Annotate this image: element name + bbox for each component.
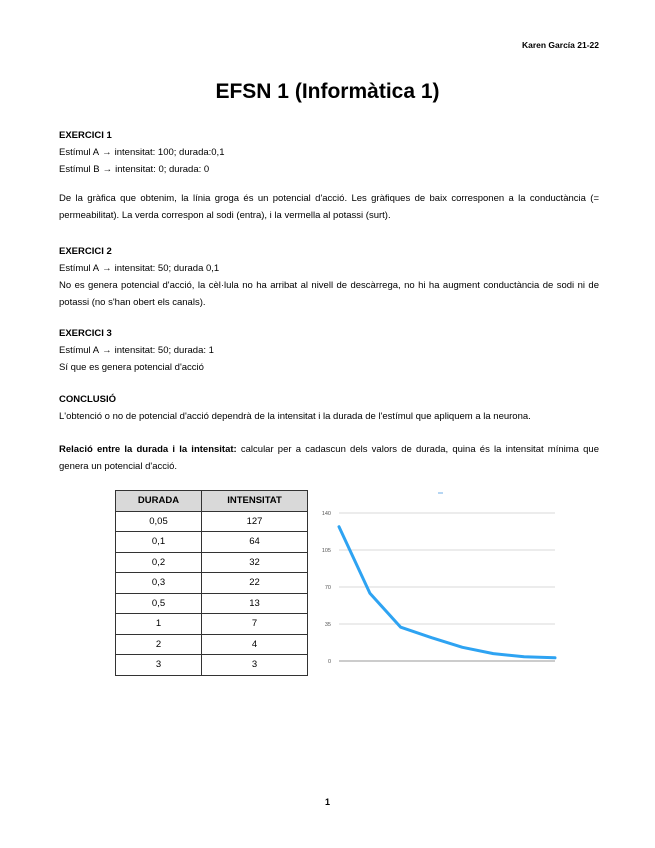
conclusion-heading: CONCLUSIÓ xyxy=(59,394,116,405)
table-cell: 2 xyxy=(116,634,202,655)
table-cell: 0,2 xyxy=(116,552,202,573)
relation-rest: calcular per a cadascun dels valors de durada, quina és la intensitat mínima que genera un potencial d'acció. xyxy=(59,444,599,472)
arrow-icon: → xyxy=(102,263,112,274)
exercise-2-paragraph: No es genera potencial d'acció, la cèl·lula no ha arribat al nivell de descàrrega, no hi ha augment conductància de sodi ni de potassi (no s'han obert els canals). xyxy=(59,280,599,308)
stimulus-values: intensitat: 50; durada 0,1 xyxy=(114,263,220,274)
table-cell: 0,1 xyxy=(116,532,202,553)
header-author: Karen García 21-22 xyxy=(521,40,599,50)
y-tick-label: 70 xyxy=(324,585,331,591)
intensity-line-chart xyxy=(315,487,565,677)
conclusion-paragraph: L'obtenció o no de potencial d'acció dependrà de la intensitat i la durada de l'estímul que apliquem a la neurona. xyxy=(59,411,531,422)
chart-y-ticks xyxy=(322,511,331,665)
series-line-intensitat xyxy=(339,527,555,658)
table-row xyxy=(116,511,308,532)
stimulus-label: Estímul A xyxy=(59,147,100,158)
page-number: 1 xyxy=(324,797,330,807)
data-table xyxy=(115,490,308,676)
table-cell: 1 xyxy=(116,614,202,635)
exercise-1 xyxy=(59,127,599,224)
table-cell: 0,05 xyxy=(116,511,202,532)
table-cell: 0,3 xyxy=(116,573,202,594)
table-row xyxy=(116,552,308,573)
conclusion xyxy=(59,391,599,425)
exercise-3-stimulus-a xyxy=(59,342,599,359)
arrow-icon: → xyxy=(102,147,112,158)
stimulus-values: intensitat: 100; durada:0,1 xyxy=(114,147,225,158)
exercise-2-stimulus-a xyxy=(59,260,599,277)
table-cell: 13 xyxy=(202,593,308,614)
y-tick-label: 105 xyxy=(321,548,331,554)
exercise-3 xyxy=(59,325,599,376)
column-header-intensitat: INTENSITAT xyxy=(202,491,308,512)
table-row xyxy=(116,614,308,635)
y-tick-label: 140 xyxy=(321,511,331,517)
exercise-1-stimulus-b xyxy=(59,161,599,178)
column-header-durada: DURADA xyxy=(116,491,202,512)
table-cell: 32 xyxy=(202,552,308,573)
exercise-3-result: Sí que es genera potencial d'acció xyxy=(59,362,204,373)
stimulus-values: intensitat: 0; durada: 0 xyxy=(115,164,210,175)
arrow-icon: → xyxy=(102,164,113,175)
table-row xyxy=(116,573,308,594)
table-row xyxy=(116,593,308,614)
stimulus-label: Estímul A xyxy=(59,263,100,274)
chart-grid xyxy=(339,513,555,661)
table-cell: 3 xyxy=(116,655,202,676)
table-cell: 127 xyxy=(202,511,308,532)
table-cell: 64 xyxy=(202,532,308,553)
y-tick-label: 35 xyxy=(324,622,331,628)
relation-paragraph xyxy=(59,441,599,475)
table-row xyxy=(116,634,308,655)
stimulus-values: intensitat: 50; durada: 1 xyxy=(114,345,214,356)
table-row xyxy=(116,532,308,553)
exercise-1-paragraph: De la gràfica que obtenim, la línia groga és un potencial d'acció. Les gràfiques de baix corresponen a la conductància (= permeabilitat). La verda correspon al sodi (entra), i la vermella al potassi (surt). xyxy=(59,193,599,221)
exercise-2 xyxy=(59,243,599,311)
stimulus-label: Estímul A xyxy=(59,345,100,356)
table-cell: 3 xyxy=(202,655,308,676)
y-tick-label: 0 xyxy=(327,659,331,665)
exercise-1-stimulus-a xyxy=(59,144,599,161)
table-row xyxy=(116,655,308,676)
table-cell: 4 xyxy=(202,634,308,655)
table-cell: 0,5 xyxy=(116,593,202,614)
exercise-2-heading: EXERCICI 2 xyxy=(59,246,112,257)
table-cell: 7 xyxy=(202,614,308,635)
page-title: EFSN 1 (Informàtica 1) xyxy=(215,80,440,103)
arrow-icon: → xyxy=(102,345,112,356)
stimulus-label: Estímul B xyxy=(59,164,100,175)
table-cell: 22 xyxy=(202,573,308,594)
exercise-3-heading: EXERCICI 3 xyxy=(59,328,112,339)
relation-bold: Relació entre la durada i la intensitat: xyxy=(59,444,237,455)
exercise-1-heading: EXERCICI 1 xyxy=(59,130,112,141)
